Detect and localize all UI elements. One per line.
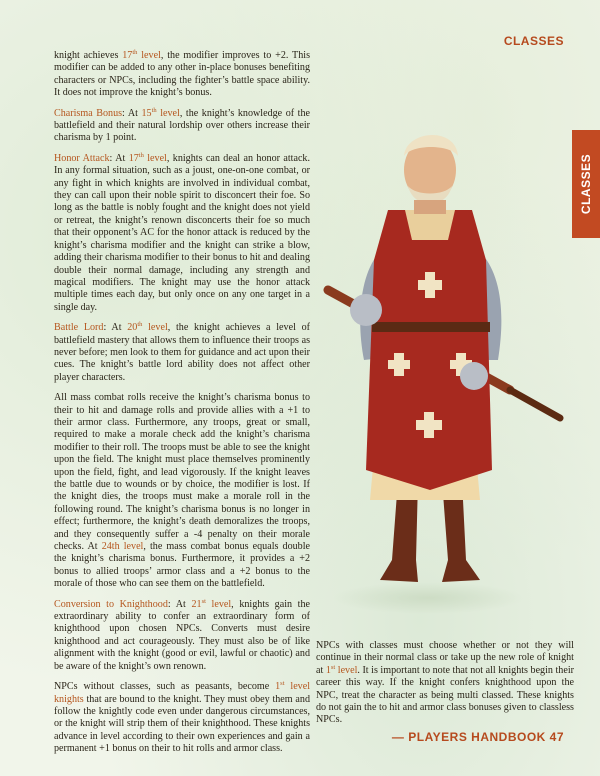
text: , the mass combat bonus equals double the knight’s charisma bonus. Furthermore, it provides a +2 bonus to allied troops’ armor class and a +2 bonus to the morale of those who can see them on the battlefield. — [54, 541, 310, 590]
level-number: 20 — [127, 322, 138, 334]
level-word: level — [205, 598, 232, 610]
right-bottom-column — [316, 640, 574, 727]
section-header: CLASSES — [503, 34, 564, 48]
page-footer: — PLAYERS HANDBOOK 47 — [391, 730, 564, 744]
level-word: level — [156, 107, 180, 119]
side-tab[interactable] — [572, 130, 600, 238]
text: : At — [122, 107, 142, 119]
level-ref — [127, 322, 168, 333]
text: NPCs with classes must choose whether or not they will continue in their normal class or take up the new role of knight at — [316, 640, 574, 676]
level-word: level — [142, 322, 168, 334]
ordinal: th — [132, 49, 138, 56]
paragraph-charisma-bonus — [54, 108, 310, 145]
ordinal: th — [138, 151, 144, 159]
side-tab-label: CLASSES — [579, 153, 593, 215]
level-ref — [122, 50, 161, 61]
text: , the modifier improves to +2. This modifier can be added to any other in-place bonuses benefiting characters or NPCs, including the fighter’s battle space ability. It does not improve the knight’s bonus. — [54, 50, 311, 99]
text: that are bound to the knight. They must obey them and follow the knightly code even under dangerous circumstances, or the knight will strip them of their knighthood. These knights advance in level according to their own experiences and gain a permanent +1 bonus on their to hit rolls and armor class. — [54, 693, 310, 755]
term-heading: Charisma Bonus — [54, 107, 123, 119]
ordinal: st — [280, 680, 285, 688]
term-heading: Conversion to Knighthood — [54, 598, 168, 610]
text: , the knight achieves a level of battlefield mastery that allows them to influence their troops as never before; men look to them for guidance and act upon their cues. The knight’s battle lord ability does not affect other player characters. — [54, 322, 311, 383]
level-number: 1 — [275, 681, 281, 693]
level-number: 15 — [141, 107, 152, 119]
paragraph-npcs-with-classes — [316, 640, 574, 727]
paragraph-battle-lord — [54, 322, 310, 384]
text: : At — [103, 322, 128, 334]
left-column — [54, 50, 310, 764]
text: : At — [109, 152, 129, 164]
level-number: 17 — [128, 152, 139, 164]
level-word: level — [137, 50, 161, 61]
text: All mass combat rolls receive the knight’s charisma bonus to their to hit and damage rolls and provide allies with a +1 to their armor class. Furthermore, any troops, great or small, required to make a morale check add the knight’s charisma modifier to their roll. The troops must be able to see the knight upon the field. The knight must place themselves prominently upon the field, fight, and lead vigorously. If the knight leaves the battle due to wounds or by choice, the modifier is lost. If the knight dies, the troops must make a morale roll in the following round. The knight’s charisma bonus is no longer in effect; furthermore, the knight’s death demoralizes the troops, and they consequently suffer a -4 penalty on their morale checks. At — [54, 392, 310, 553]
paragraph-mass-combat — [54, 392, 310, 591]
text: NPCs without classes, such as peasants, become — [54, 681, 276, 693]
term-heading: Honor Attack — [54, 152, 110, 164]
text: , the knight’s knowledge of the battlefield and their natural lordship over others increase their charisma by 1 point. — [54, 107, 311, 144]
ordinal: th — [137, 321, 143, 329]
term-heading: Battle Lord — [54, 322, 104, 334]
paragraph-conversion — [54, 599, 310, 673]
text: : At — [167, 598, 192, 610]
ordinal: th — [151, 106, 157, 114]
ordinal: st — [330, 663, 336, 671]
level-word: level — [143, 152, 167, 164]
level-number: 1 — [325, 664, 331, 676]
ordinal: st — [201, 597, 206, 605]
level-ref — [191, 599, 231, 610]
level-number: 21 — [191, 598, 202, 610]
level-ref — [142, 108, 180, 119]
paragraph-1 — [54, 50, 310, 100]
paragraph-npcs-without-classes — [54, 681, 310, 755]
level-ref — [129, 153, 167, 164]
paragraph-honor-attack — [54, 153, 310, 314]
level-ref — [326, 665, 358, 676]
text: . It is important to note that not all knights begin their career this way. If the knight confers knighthood upon the NPC, treat the character as being multi classed. These knights do not gain the to hit and armor class bonuses given to classless NPCs. — [316, 664, 574, 726]
level-word: level — [335, 664, 358, 676]
knight-illustration — [310, 60, 565, 620]
level-word: level knights — [54, 681, 311, 705]
level-number: 17 — [122, 50, 133, 61]
text: , knights can deal an honor attack. In any formal situation, such as a joust, one-on-one combat, or any fight in which knights are involved in individual combat, they can call upon their noble spirit to disconcert their foe. So long as the battle is nobly fought and the knight does not yield or retreat, the knight’s renown disconcerts their foe so much that their opponent’s AC for the honor attack is reduced by the knight’s charisma modifier and the knight can strike a blow, adding their charisma modifier to their bonus to hit and dealing double their normal damage, including any strength and magical modifiers. The knight may use the honor attack multiple times each day, but only once on any one target in a single day. — [54, 152, 311, 313]
text: knight achieves — [54, 50, 123, 61]
text: , knights gain the extraordinary ability to confer an extraordinary form of knighthood upon chosen NPCs. Converts must desire knighthood and act courageously. They must also be of like alignment with the knight (good or evil, lawful or chaotic) and be aware of the knight’s own renown. — [54, 598, 311, 672]
level-ref: 24th level — [101, 541, 144, 553]
